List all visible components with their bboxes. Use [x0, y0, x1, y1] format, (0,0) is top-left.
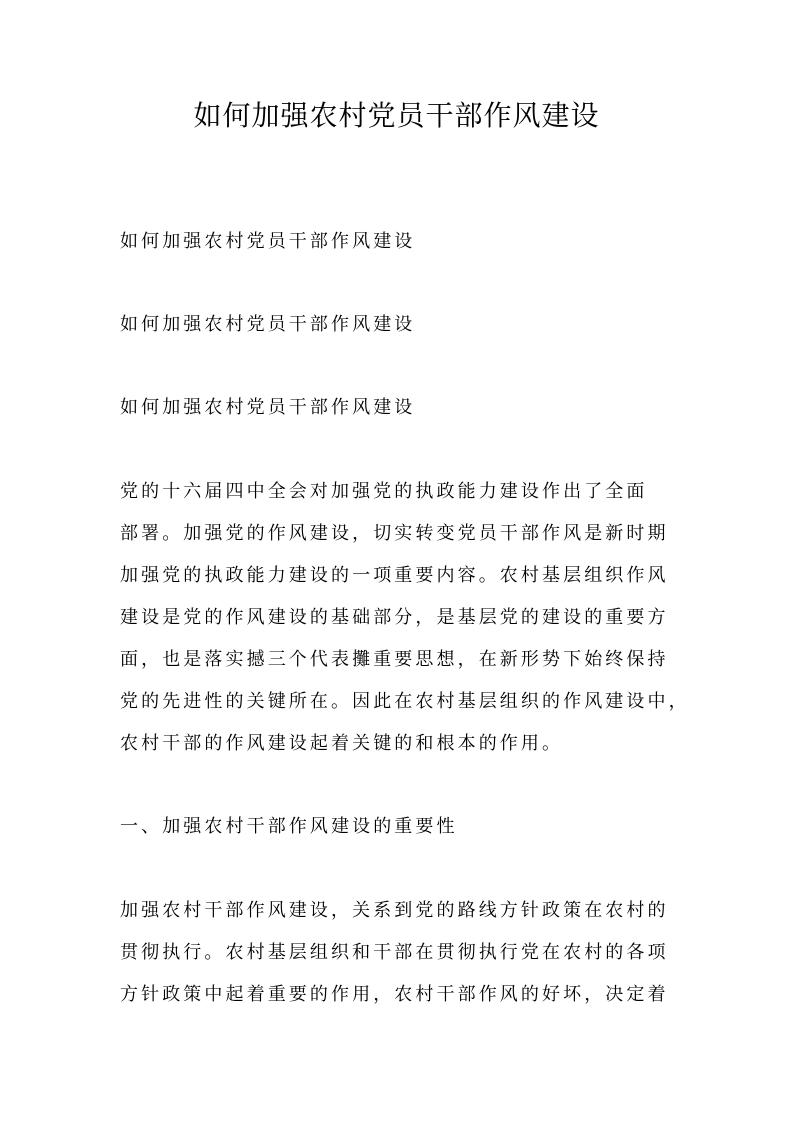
subtitle-line: 如何加强农村党员干部作风建设 — [120, 397, 416, 418]
paragraph-line: 党的十六届四中全会对加强党的执政能力建设作出了全面 — [120, 481, 648, 502]
subtitle-line: 如何加强农村党员干部作风建设 — [120, 314, 416, 335]
paragraph-line: 贯彻执行。农村基层组织和干部在贯彻执行党在农村的各项 — [120, 942, 669, 963]
paragraph-line: 面，也是落实撼三个代表攤重要思想，在新形势下始终保持 — [120, 649, 669, 670]
paragraph-line: 党的先进性的关键所在。因此在农村基层组织的作风建设中， — [120, 691, 690, 712]
paragraph-line: 农村干部的作风建设起着关键的和根本的作用。 — [120, 733, 564, 754]
document-title: 如何加强农村党员干部作风建设 — [193, 99, 600, 132]
subtitle-line: 如何加强农村党员干部作风建设 — [120, 231, 416, 252]
paragraph-line: 方针政策中起着重要的作用，农村干部作风的好坏，决定着 — [120, 984, 669, 1005]
paragraph-line: 建设是党的作风建设的基础部分，是基层党的建设的重要方 — [120, 607, 669, 628]
paragraph-line: 部署。加强党的作风建设，切实转变党员干部作风是新时期 — [120, 523, 669, 544]
paragraph-line: 加强党的执政能力建设的一项重要内容。农村基层组织作风 — [120, 565, 669, 586]
section-heading: 一、加强农村干部作风建设的重要性 — [120, 816, 458, 837]
paragraph-line: 加强农村干部作风建设，关系到党的路线方针政策在农村的 — [120, 900, 669, 921]
